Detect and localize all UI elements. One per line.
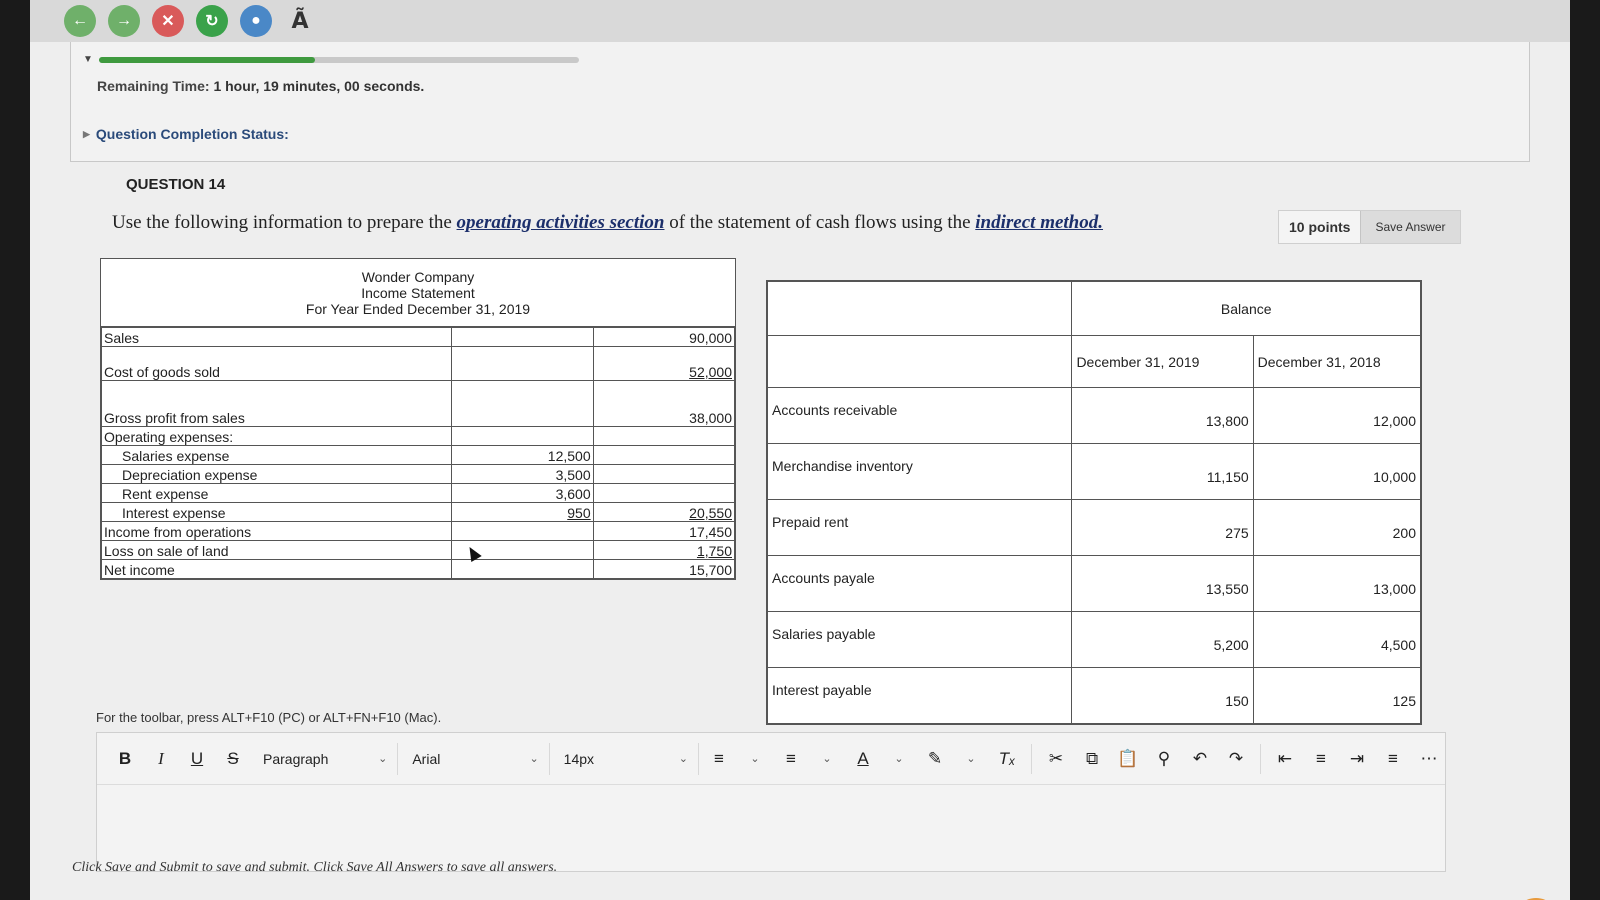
toolbar-separator	[1260, 744, 1261, 774]
income-statement-table	[101, 327, 735, 579]
forward-icon[interactable]: →	[108, 5, 140, 37]
table-row	[102, 541, 735, 560]
table-row	[102, 427, 735, 446]
row-mid	[452, 560, 593, 579]
value-2019: 5,200	[1072, 612, 1253, 668]
income-statement	[100, 258, 736, 580]
toolbar-separator	[1031, 744, 1032, 774]
text-color-icon[interactable]: A	[857, 748, 869, 768]
row-label: Gross profit from sales	[102, 381, 452, 427]
collapse-arrow-icon[interactable]: ▼	[83, 54, 93, 65]
col-header-2018: December 31, 2018	[1253, 336, 1420, 388]
remaining-time-label: Remaining Time:	[97, 78, 210, 94]
editor-toolbar	[97, 733, 1445, 785]
value-2019: 275	[1072, 500, 1253, 556]
empty-header-cell	[768, 336, 1072, 388]
cut-icon[interactable]: ✂	[1048, 748, 1064, 768]
row-label: Salaries payable	[768, 612, 1072, 668]
points-value: 10 points	[1289, 219, 1351, 235]
prompt-text-1: Use the following information to prepare the	[112, 212, 457, 233]
prompt-emphasis-2: indirect method.	[975, 212, 1104, 233]
table-row	[768, 500, 1421, 556]
row-amount: 38,000	[593, 381, 734, 427]
table-row	[768, 612, 1421, 668]
value-2018: 200	[1253, 500, 1420, 556]
chevron-down-icon[interactable]: ⌄	[966, 753, 976, 765]
row-amount: 15,700	[593, 560, 734, 579]
table-row	[102, 522, 735, 541]
row-label: Cost of goods sold	[102, 347, 452, 381]
row-label: Rent expense	[102, 484, 452, 503]
row-label: Depreciation expense	[102, 465, 452, 484]
row-label: Net income	[102, 560, 452, 579]
clear-formatting-icon[interactable]: Tₓ	[998, 748, 1016, 768]
row-label: Interest payable	[768, 668, 1072, 724]
timer-panel	[70, 42, 1530, 162]
strikethrough-button[interactable]: S	[227, 748, 239, 768]
row-label: Merchandise inventory	[768, 444, 1072, 500]
chevron-down-icon: ⌄	[529, 753, 539, 765]
value-2019: 150	[1072, 668, 1253, 724]
chevron-down-icon: ⌄	[678, 753, 689, 765]
income-statement-header	[101, 259, 735, 327]
row-mid	[452, 522, 593, 541]
footer-note: Click Save and Submit to save and submit. Click Save All Answers to save all answers.	[72, 860, 558, 875]
table-row	[768, 444, 1421, 500]
table-header-row	[768, 336, 1421, 388]
align-center-icon[interactable]: ≡	[1316, 748, 1326, 768]
row-mid: 12,500	[452, 446, 593, 465]
value-2018: 13,000	[1253, 556, 1420, 612]
value-2018: 12,000	[1253, 388, 1420, 444]
table-row	[102, 484, 735, 503]
row-amount: 90,000	[593, 328, 734, 347]
row-label: Accounts payale	[768, 556, 1072, 612]
value-2018: 10,000	[1253, 444, 1420, 500]
row-mid	[452, 381, 593, 427]
table-row	[768, 388, 1421, 444]
table-row	[768, 556, 1421, 612]
table-row	[102, 465, 735, 484]
row-mid: 3,600	[452, 484, 593, 503]
row-amount	[593, 465, 734, 484]
row-label: Accounts receivable	[768, 388, 1072, 444]
rich-text-editor[interactable]	[96, 732, 1446, 872]
back-icon[interactable]: ←	[64, 5, 96, 37]
value-2018: 4,500	[1253, 612, 1420, 668]
chevron-down-icon: ⌄	[378, 753, 388, 765]
time-progress-bar	[99, 57, 579, 63]
row-mid: 950	[452, 503, 593, 522]
remaining-time-value: 1 hour, 19 minutes, 00 seconds.	[213, 78, 425, 94]
prompt-emphasis-1: operating activities section	[456, 212, 665, 233]
align-left-icon[interactable]: ⇤	[1277, 748, 1293, 768]
table-row	[102, 328, 735, 347]
row-label: Loss on sale of land	[102, 541, 452, 560]
bullet-list-icon[interactable]: ≡	[714, 748, 724, 768]
bold-button[interactable]: B	[118, 748, 132, 768]
row-label: Salaries expense	[102, 446, 452, 465]
empty-header-cell	[768, 282, 1072, 336]
reload-icon[interactable]: ↻	[196, 5, 228, 37]
chevron-down-icon[interactable]: ⌄	[750, 753, 760, 765]
question-prompt	[112, 212, 1103, 234]
font-select-value: Arial	[412, 750, 441, 767]
undo-icon[interactable]: ↶	[1192, 748, 1208, 768]
table-row	[102, 503, 735, 522]
value-2019: 13,800	[1072, 388, 1253, 444]
balance-header: Balance	[1072, 282, 1421, 336]
completion-status[interactable]	[83, 126, 289, 142]
prompt-text-2: of the statement of cash flows using the	[664, 212, 976, 233]
align-right-icon[interactable]: ⇥	[1349, 748, 1365, 768]
row-label: Sales	[102, 328, 452, 347]
font-icon[interactable]: Ã	[291, 8, 309, 34]
font-size-select-value: 14px	[563, 750, 595, 767]
statement-title: Income Statement	[361, 285, 475, 301]
remaining-time	[97, 78, 424, 94]
table-row	[768, 668, 1421, 724]
stop-icon[interactable]: ✕	[152, 5, 184, 37]
numbered-list-icon[interactable]: ≡	[786, 748, 796, 768]
row-mid	[452, 427, 593, 446]
table-row	[102, 347, 735, 381]
value-2019: 11,150	[1072, 444, 1253, 500]
row-label: Operating expenses:	[102, 427, 452, 446]
balance-sheet-table	[766, 280, 1422, 725]
row-label: Interest expense	[102, 503, 452, 522]
highlight-icon[interactable]: ✎	[927, 748, 943, 768]
table-row	[102, 446, 735, 465]
row-amount	[593, 427, 734, 446]
redo-icon[interactable]: ↷	[1228, 748, 1244, 768]
more-icon[interactable]: ⋯	[1420, 748, 1438, 768]
paragraph-select[interactable]	[253, 743, 398, 775]
font-size-select[interactable]	[554, 743, 699, 775]
font-select[interactable]	[402, 743, 549, 775]
chevron-down-icon[interactable]: ⌄	[822, 753, 832, 765]
table-row	[102, 560, 735, 579]
paragraph-select-value: Paragraph	[263, 750, 329, 767]
paste-icon[interactable]: 📋	[1117, 748, 1139, 768]
row-mid: 3,500	[452, 465, 593, 484]
value-2019: 13,550	[1072, 556, 1253, 612]
row-amount	[593, 484, 734, 503]
row-amount: 1,750	[593, 541, 734, 560]
toolbar-hint: For the toolbar, press ALT+F10 (PC) or ALT+FN+F10 (Mac).	[96, 710, 442, 725]
underline-button[interactable]: U	[190, 748, 204, 768]
table-header-row	[768, 282, 1421, 336]
italic-button[interactable]: I	[158, 748, 164, 768]
row-mid	[452, 347, 593, 381]
chevron-down-icon[interactable]: ⌄	[894, 753, 904, 765]
expand-icon: ▶	[83, 128, 90, 139]
browser-toolbar	[30, 0, 1570, 42]
statement-period: For Year Ended December 31, 2019	[305, 301, 531, 317]
points-box	[1278, 210, 1461, 244]
search-icon[interactable]: ⚲	[1157, 748, 1171, 768]
question-title: QUESTION 14	[126, 176, 226, 193]
copy-icon[interactable]: ⧉	[1085, 748, 1099, 768]
page-screen	[30, 42, 1570, 900]
row-amount: 52,000	[593, 347, 734, 381]
row-label: Prepaid rent	[768, 500, 1072, 556]
table-row	[102, 381, 735, 427]
company-name: Wonder Company	[361, 269, 475, 285]
row-mid	[452, 328, 593, 347]
completion-status-label: Question Completion Status:	[95, 126, 289, 142]
row-amount	[593, 446, 734, 465]
save-answer-button[interactable]: Save Answer	[1360, 211, 1459, 243]
value-2018: 125	[1253, 668, 1420, 724]
col-header-2019: December 31, 2019	[1072, 336, 1253, 388]
row-amount: 17,450	[593, 522, 734, 541]
time-progress-fill	[99, 57, 315, 63]
home-icon[interactable]: ●	[240, 5, 272, 37]
balance-table	[767, 281, 1421, 724]
row-amount: 20,550	[593, 503, 734, 522]
justify-icon[interactable]: ≡	[1388, 748, 1398, 768]
row-label: Income from operations	[102, 522, 452, 541]
